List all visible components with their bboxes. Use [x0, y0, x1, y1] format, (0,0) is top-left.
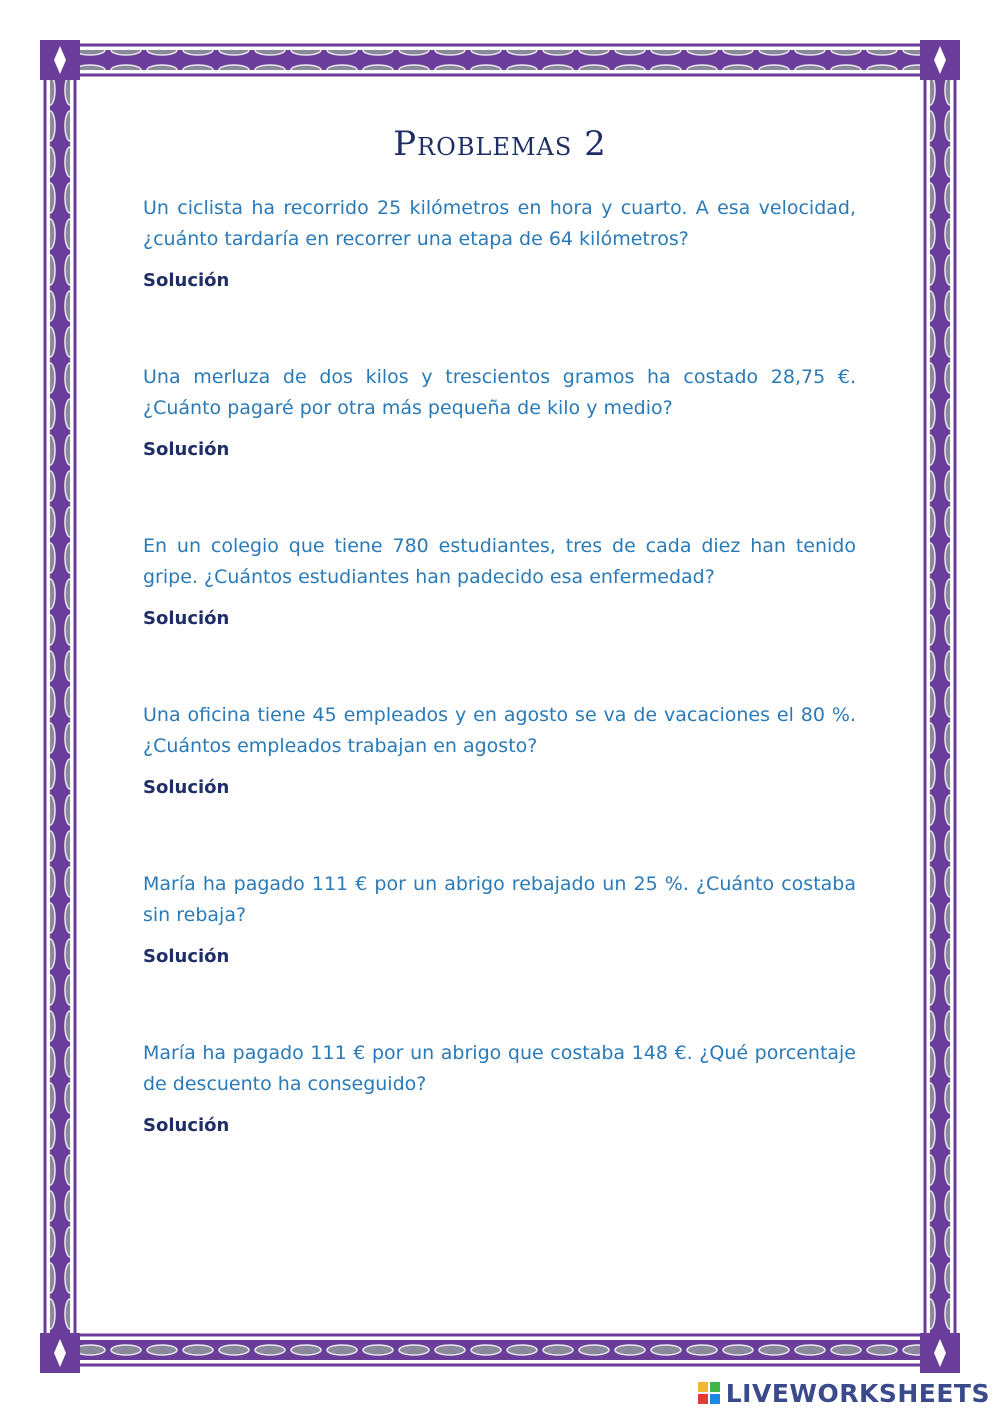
solution-label: Solución: [143, 439, 230, 460]
solution-label: Solución: [143, 946, 230, 967]
solution-label: Solución: [143, 777, 230, 798]
problem-text: Un ciclista ha recorrido 25 kilómetros en hora y cuarto. A esa velocidad, ¿cuánto tardaría en recorrer una etapa de 64 kilómetros?: [143, 197, 856, 250]
problem-text: María ha pagado 111 € por un abrigo rebajado un 25 %. ¿Cuánto costaba sin rebaja?: [143, 873, 856, 926]
solution-label: Solución: [143, 270, 230, 291]
problem-text: Una oficina tiene 45 empleados y en agosto se va de vacaciones el 80 %. ¿Cuántos empleados trabajan en agosto?: [143, 704, 856, 757]
liveworksheets-logo-icon: [698, 1382, 720, 1404]
problem-6: [143, 1038, 856, 1138]
problem-1: [143, 193, 856, 293]
solution-label: Solución: [143, 1115, 230, 1136]
problem-5: [143, 869, 856, 969]
problem-4: [143, 700, 856, 800]
brand-text: LIVEWORKSHEETS: [725, 1378, 990, 1408]
problem-3: [143, 531, 856, 631]
problem-text: En un colegio que tiene 780 estudiantes, tres de cada diez han tenido gripe. ¿Cuántos estudiantes han padecido esa enfermedad?: [143, 535, 856, 588]
problem-2: [143, 362, 856, 462]
problem-text: María ha pagado 111 € por un abrigo que costaba 148 €. ¿Qué porcentaje de descuento ha conseguido?: [143, 1042, 856, 1095]
liveworksheets-brand: [698, 1378, 990, 1408]
problem-text: Una merluza de dos kilos y trescientos gramos ha costado 28,75 €. ¿Cuánto pagaré por otra más pequeña de kilo y medio?: [143, 366, 856, 419]
page-title: Problemas 2: [393, 124, 607, 164]
solution-label: Solución: [143, 608, 230, 629]
